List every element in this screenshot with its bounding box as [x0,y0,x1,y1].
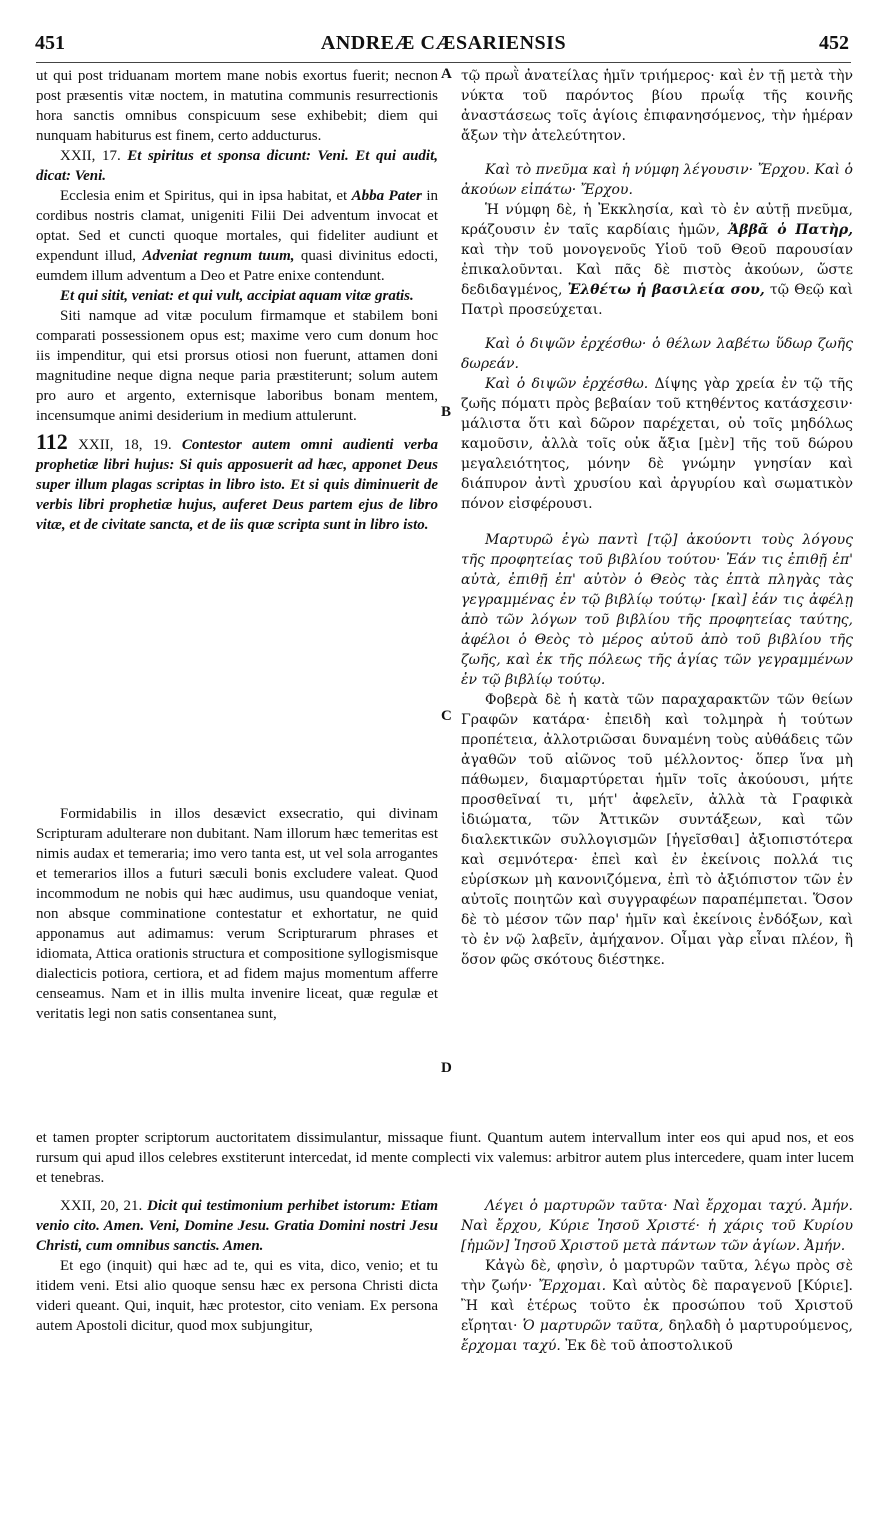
latin-commentary: Formidabilis in illos desævict exsecratio, qui divinam Scripturam adulterare non dubitant. Nam illorum hæc temeritas est nimis audax et temeraria; imo vero tanta est, ut vel sola arrogantes et temerarios illos a futuri sæculi bonis excludere valeat. Quod incommodum ne nobis qui hæc audimus, usu quandoque veniat, non absque comminatione contestatur et exhortatur, ne quid apponamus aut adimamus: verum Scripturarum phrases et idiomata, Attica orationis structura et compositione syllogismisque dialecticis potiora, certiora, et ad fidem majus momentum afferre censeamus. Nam et in illis multa invenire liceat, quæ regulæ et veritatis legi non satis consentanea sunt, [36,806,438,1022]
latin-commentary [36,186,438,286]
latin-verse-17b: Et qui sitit, veniat: et qui vult, accipiat aquam vitæ gratis. [60,288,414,304]
margin-marker-a: A [441,66,452,82]
greek-commentary [461,1256,853,1356]
page-header [0,32,887,62]
margin-marker-b: B [441,404,452,420]
commentary-text: Καὶ αὐτὸς δὲ παραγενοῦ [Κύριε]. Ἢ καὶ ἑτέρως τοῦτο ἐκ προσώπου τοῦ Χριστοῦ εἴρηται· [461,1278,853,1334]
greek-column-top [461,66,853,970]
commentary-text: καὶ τὴν τοῦ μονογενοῦς Υἱοῦ τοῦ Θεοῦ παρουσίαν ἐπικαλοῦνται. Καὶ πᾶς δὲ πιστὸς ἀκούων, ὥστε δεδιδαγμένος, [461,242,853,298]
commentary-text: Δίψης γὰρ χρεία ἐν τῷ τῆς ζωῆς πόματι πρὸς βεβαίαν τοῦ κτηθέντος κατάσχεσιν· μάλιστα ὅτι καὶ δῶρον παρέχεται, οὐ τοῖς μηδόλως καμοῦσιν, ἀλλὰ τοῖς οὐκ ἄξια [μὲν] τῆς τοῦ δώρου μεγαλειότητος, μόνην δὲ γνώμην γνησίαν καὶ διάπυρον ἀντὶ χρυσίου καὶ ἀργυρίου καὶ σωματικὸν πόνον εἰσφέρουσι. [461,376,853,512]
latin-verse-18 [36,429,439,535]
commentary-text: Ecclesia enim et Spiritus, qui in ipsa habitat, et [60,188,348,204]
header-divider [36,62,851,63]
commentary-text: quasi divinitus edocti, eumdem illum adventum a Deo et Patre enixe contendunt. [36,248,438,284]
commentary-text: δηλαδὴ ὁ μαρτυρούμενος, [668,1318,853,1334]
latin-paragraph: ut qui post triduanam mortem mane nobis exortus fuerit; necnon post præsentis vitæ noctem, in matutina communis resurrectionis hora sanctis omnibus conspicuum sese exhibebit; diem qui nunquam habiturus est finem, certo adducturus. [36,68,438,144]
margin-marker-c: C [441,708,452,724]
commentary-quote: Ἀββᾶ ὁ Πατὴρ, [728,222,854,238]
greek-commentary: Φοβερὰ δὲ ἡ κατὰ τῶν παραχαρακτῶν τῶν θείων Γραφῶν κατάρα· ἐπειδὴ καὶ τολμηρὰ ἡ τούτων προπέτεια, ἀλλοτριῶσαι δυναμένη τοὺς αὐθάδεις τῶν ἀγαθῶν τοῦ αἰῶνος τοῦ μέλλοντος· ὅπερ ἵνα μὴ πάθωμεν, διαμαρτύρεται ἡμῖν τοῖς ἀκούουσι, μήτε προσθεῖναί τι, μήτ' ἀφελεῖν, ἀλλὰ τὰ Γραφικὰ ἰδιώματα, τῶν Ἀττικῶν συντάξεων, καὶ τῶν διαλεκτικῶν συλλογισμῶν [ἡγεῖσθαι] ἀξιοπιστότερα καὶ σεμνότερα· ἐπεὶ καὶ ἐν ἐκείνοις πολλά τις εὑρίσκων μὴ κανονιζόμενα, ἐπὶ τὸ ἀξιόπιστον τῶν ἐν αὐτοῖς ποιητῶν καὶ συγγραφέων παραπέμπεται. Ὅσον δὲ τὸ μέσον τῶν παρ' ἡμῖν καὶ ἐκείνοις ἐνδόξων, καὶ τὸ ἐν νῷ λαβεῖν, ἀμήχανον. Οἶμαι γὰρ εἶναι πλέον, ἢ ὅσον φῶς σκότους διέστηκε. [461,692,853,968]
greek-verse-17b: Καὶ ὁ διψῶν ἐρχέσθω· ὁ θέλων λαβέτω ὕδωρ ζωῆς δωρεάν. [461,336,853,372]
commentary-quote: ἔρχομαι ταχύ. [461,1338,561,1354]
greek-verse-18: Μαρτυρῶ ἐγὼ παντὶ [τῷ] ἀκούοντι τοὺς λόγους τῆς προφητείας τοῦ βιβλίου τούτου· Ἐάν τις ἐπιθῇ ἐπ' αὐτὰ, ἐπιθῇ ἐπ' αὐτὸν ὁ Θεὸς τὰς ἑπτὰ πληγὰς τὰς γεγραμμένας ἐν τῷ βιβλίῳ τούτῳ· [καὶ] ἐάν τις ἀφέλῃ ἀπὸ τῶν λόγων τοῦ βιβλίου τῆς προφητείας ταύτης, ἀφέλοι ὁ Θεὸς τὸ μέρος αὐτοῦ ἀπὸ τοῦ βιβλίου τῆς ζωῆς, καὶ ἐκ τῆς πόλεως τῆς ἁγίας τῶν γεγραμμένων ἐν τῷ βιβλίῳ τούτῳ. [461,532,853,688]
latin-column-bottom [36,1196,438,1336]
commentary-quote: Adveniat regnum tuum, [142,248,295,264]
margin-marker-d: D [441,1060,452,1076]
verse-reference: XXII, 17. [60,148,121,164]
commentary-quote: Ἔρχομαι. [538,1278,607,1294]
commentary-text: in cordibus nostris clamat, unigeniti Filii Dei adventum invocat et optat. Sed et cuncti quoque mortales, qui fideliter audiunt et expendunt illud, [36,188,439,264]
commentary-quote: Abba Pater [351,188,422,204]
latin-verse-17 [36,146,438,186]
commentary-text: Κἀγὼ δὲ, φησὶν, ὁ μαρτυρῶν ταῦτα, λέγω πρὸς σὲ τὴν ζωήν· [461,1258,853,1294]
verse-quote: Et spiritus et sponsa dicunt: Veni. Et qui audit, dicat: Veni. [36,148,439,184]
greek-verse-20: Λέγει ὁ μαρτυρῶν ταῦτα· Ναὶ ἔρχομαι ταχύ. Ἀμήν. Ναὶ ἔρχου, Κύριε Ἰησοῦ Χριστέ· ἡ χάρις τοῦ Κυρίου [ἡμῶν] Ἰησοῦ Χριστοῦ μετὰ πάντων τῶν ἁγίων. Ἀμήν. [461,1198,853,1254]
commentary-quote: Ὁ μαρτυρῶν ταῦτα, [522,1318,664,1334]
commentary-text: τῷ Θεῷ καὶ Πατρὶ προσεύχεται. [461,282,853,318]
page-number-right: 452 [819,32,849,54]
commentary-quote: Καὶ ὁ διψῶν ἐρχέσθω. [485,376,649,392]
greek-column-bottom [461,1196,853,1356]
verse-reference: XXII, 18, 19. [78,437,172,453]
latin-commentary: Siti namque ad vitæ poculum firmamque et stabilem boni comparati possessionem opus est; maxime vero cum donum hoc iis impenditur, qui etsi prorsus otiosi non fuerunt, attamen doni magnitudine neque digna neque paria præstiterunt; solum autem pro auro et argento, externisque laboribus bonam mentem, incensumque animi desiderium in medium attulerunt. [36,308,438,424]
column-number: 112 [36,429,68,454]
commentary-quote: Ἐλθέτω ἡ βασιλεία σου, [567,282,765,298]
fullwidth-continuation: et tamen propter scriptorum auctoritatem dissimulantur, missaque fiunt. Quantum autem intervallum inter eos qui apud nos, et eos rursum qui apud illos celebres exstiterunt intercedat, id mente complecti vix valemus: arbitror autem plus intercedere, quam inter lucem et tenebras. [36,1130,854,1186]
commentary-text: Ἡ νύμφη δὲ, ἡ Ἐκκλησία, καὶ τὸ ἐν αὐτῇ πνεῦμα, κράζουσιν ἐν ταῖς καρδίαις ἡμῶν, [461,202,853,238]
latin-verse-20 [36,1196,438,1256]
running-title: ANDREÆ CÆSARIENSIS [320,32,567,54]
greek-commentary [461,200,853,320]
commentary-text: Ἐκ δὲ τοῦ ἀποστολικοῦ [565,1338,733,1354]
verse-reference: XXII, 20, 21. [60,1198,143,1214]
latin-column-middle [36,804,438,1024]
latin-column-top [36,66,438,535]
page-number-left: 451 [35,32,65,54]
greek-verse-17: Καὶ τὸ πνεῦμα καὶ ἡ νύμφη λέγουσιν· Ἔρχου. Καὶ ὁ ἀκούων εἰπάτω· Ἔρχου. [461,162,853,198]
greek-paragraph: τῷ πρωῒ ἀνατείλας ἡμῖν τριήμερος· καὶ ἐν τῇ μετὰ τὴν νύκτα τοῦ παρόντος βίου πρωΐᾳ τῆς κοινῆς ἀναστάσεως τοῖς ἁγίοις ἐπιφανησόμενος, τὴν ἡμέραν ἄξων τὴν ἀτελεύτητον. [461,68,853,144]
greek-commentary [461,374,853,514]
latin-commentary: Et ego (inquit) qui hæc ad te, qui es vita, dico, venio; et tu itidem veni. Etsi alio quoque sensu hæc ex persona Christi dicta videri queant. Qui, inquit, hæc protestor, cito veniam. Ex persona autem Apostoli dicitur, quod mox subjungitur, [36,1258,438,1334]
verse-quote: Contestor autem omni audienti verba prophetiæ libri hujus: Si quis apposuerit ad hæc, apponet Deus super illum plagas scriptas in libro isto. Et si quis diminuerit de verbis libri prophetiæ hujus, auferet Deus partem ejus de libro vitæ, et de civitate sancta, et de iis quæ scripta sunt in libro isto. [36,437,439,533]
verse-quote: Dicit qui testimonium perhibet istorum: Etiam venio cito. Amen. Veni, Domine Jesu. Gratia Domini nostri Jesu Christi, cum omnibus sanctis. Amen. [36,1198,439,1254]
